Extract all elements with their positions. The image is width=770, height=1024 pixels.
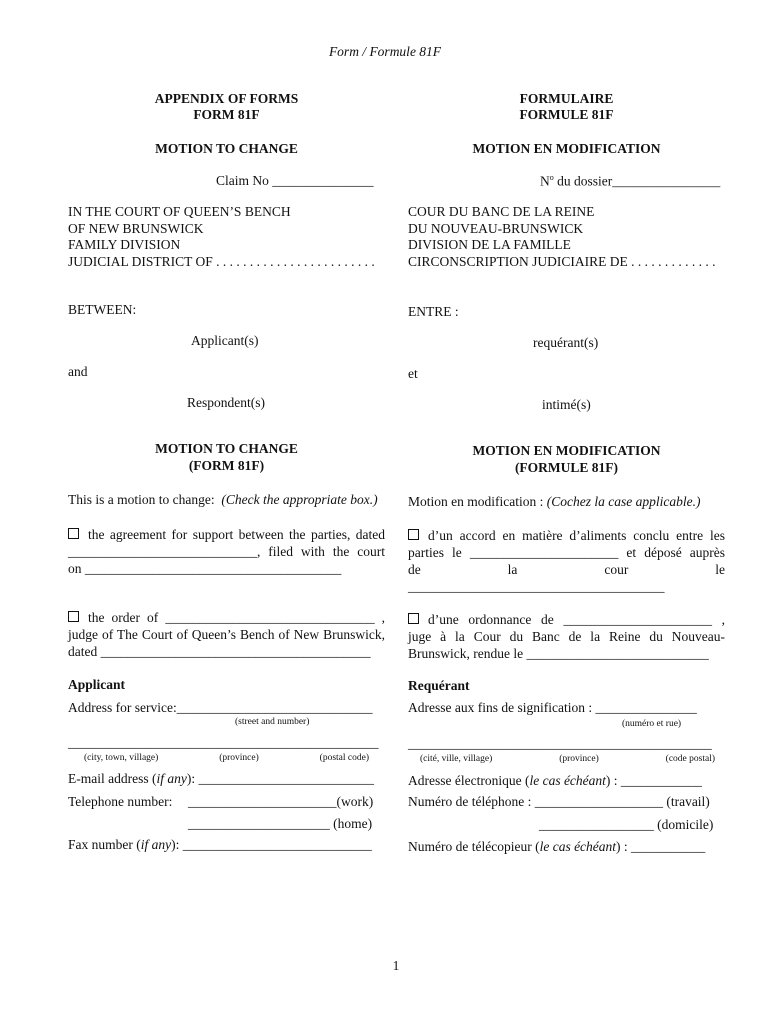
rue-caption: (numéro et rue)	[622, 719, 682, 729]
email-field[interactable]: E-mail address (if any): __________________________	[68, 771, 374, 786]
address-field[interactable]: Address for service:_____________________________	[68, 700, 373, 715]
court-line: DIVISION DE LA FAMILLE	[408, 237, 571, 252]
applicants-label: Applicant(s)	[191, 333, 259, 348]
fax-field-fr[interactable]: Numéro de télécopieur (le cas échéant) : ___________	[408, 839, 706, 854]
motion-title-fr: MOTION EN MODIFICATION	[472, 443, 661, 458]
telephone-work-field[interactable]: ______________________(work)	[188, 794, 374, 809]
appendix-title: APPENDIX OF FORMS	[154, 91, 299, 106]
et-label: et	[408, 366, 418, 381]
address-captions: (city, town, village) (province) (postal code)	[84, 753, 369, 763]
court-block-fr	[408, 204, 725, 270]
court-block	[68, 204, 385, 270]
motion-subtitle: (FORM 81F)	[188, 458, 265, 473]
formule-number: FORMULE 81F	[519, 107, 614, 122]
dossier-number-field[interactable]: $N^o$ du dossier________________	[540, 173, 721, 189]
form-heading-fr: MOTION EN MODIFICATION	[472, 141, 661, 156]
motion-title: MOTION TO CHANGE	[155, 441, 298, 456]
agreement-checkbox[interactable]	[68, 528, 79, 539]
address-line-2[interactable]: ______________________________________________	[68, 735, 379, 750]
form-number: FORM 81F	[193, 107, 260, 122]
requerant-heading: Requérant	[408, 678, 470, 693]
between-label: BETWEEN:	[68, 302, 137, 317]
formulaire-title: FORMULAIRE	[519, 91, 614, 106]
telephone-domicile-field[interactable]: _________________ (domicile)	[539, 817, 714, 832]
option-ordonnance: d’une ordonnance de ______________________ , juge à la Cour du Banc de la Reine du Nouveau- Brunswick, rendue le ___________________________	[408, 612, 725, 661]
and-label: and	[68, 364, 88, 379]
fax-field[interactable]: Fax number (if any): ____________________________	[68, 837, 372, 852]
email-field-fr[interactable]: Adresse électronique (le cas échéant) : ____________	[408, 773, 702, 788]
option-order: the order of _______________________________ , judge of The Court of Queen’s Bench of New Brunswick, dated ________________________________________	[68, 610, 385, 659]
page-header: Form / Formule 81F	[328, 44, 442, 59]
form-heading: MOTION TO CHANGE	[155, 141, 298, 156]
motion-intro: This is a motion to change: (Check the appropriate box.)	[68, 492, 378, 507]
court-line: IN THE COURT OF QUEEN’S BENCH	[68, 204, 291, 219]
court-line: FAMILY DIVISION	[68, 237, 181, 252]
option-agreement: the agreement for support between the parties, dated ____________________________, filed with the court on ______________________________________	[68, 527, 385, 576]
entre-label: ENTRE :	[408, 304, 459, 319]
adresse-captions: (cité, ville, village) (province) (code postal)	[420, 754, 715, 764]
claim-number-field[interactable]: Claim No _______________	[216, 173, 374, 188]
requerants-label: requérant(s)	[533, 335, 599, 350]
street-caption: (street and number)	[235, 717, 310, 727]
intimes-label: intimé(s)	[542, 397, 591, 412]
page-number: 1	[392, 958, 400, 973]
motion-subtitle-fr: (FORMULE 81F)	[514, 460, 619, 475]
adresse-field[interactable]: Adresse aux fins de signification : _______________	[408, 700, 697, 715]
telephone-label: Telephone number:	[68, 794, 173, 809]
court-line: OF NEW BRUNSWICK	[68, 220, 204, 236]
ordonnance-checkbox[interactable]	[408, 613, 419, 624]
telephone-field-fr[interactable]: Numéro de téléphone : ___________________ (travail)	[408, 794, 710, 809]
circonscription-field[interactable]: CIRCONSCRIPTION JUDICIAIRE DE . . . . . . . . . . . . .	[408, 253, 716, 269]
court-line: DU NOUVEAU-BRUNSWICK	[408, 220, 584, 236]
judicial-district-field[interactable]: JUDICIAL DISTRICT OF . . . . . . . . . . . . . . . . . . . . . . . .	[68, 253, 375, 269]
telephone-home-field[interactable]: _____________________ (home)	[188, 816, 373, 831]
adresse-line-2[interactable]: _____________________________________________	[408, 736, 712, 751]
court-line: COUR DU BANC DE LA REINE	[408, 204, 595, 219]
applicant-heading: Applicant	[68, 677, 126, 692]
respondents-label: Respondent(s)	[187, 395, 265, 410]
accord-checkbox[interactable]	[408, 529, 419, 540]
order-checkbox[interactable]	[68, 611, 79, 622]
motion-intro-fr: Motion en modification : (Cochez la case applicable.)	[408, 494, 701, 509]
option-accord: d’un accord en matière d’aliments conclu entre les parties le ______________________ et déposé auprès de la cour le ______________________________________	[408, 528, 725, 594]
